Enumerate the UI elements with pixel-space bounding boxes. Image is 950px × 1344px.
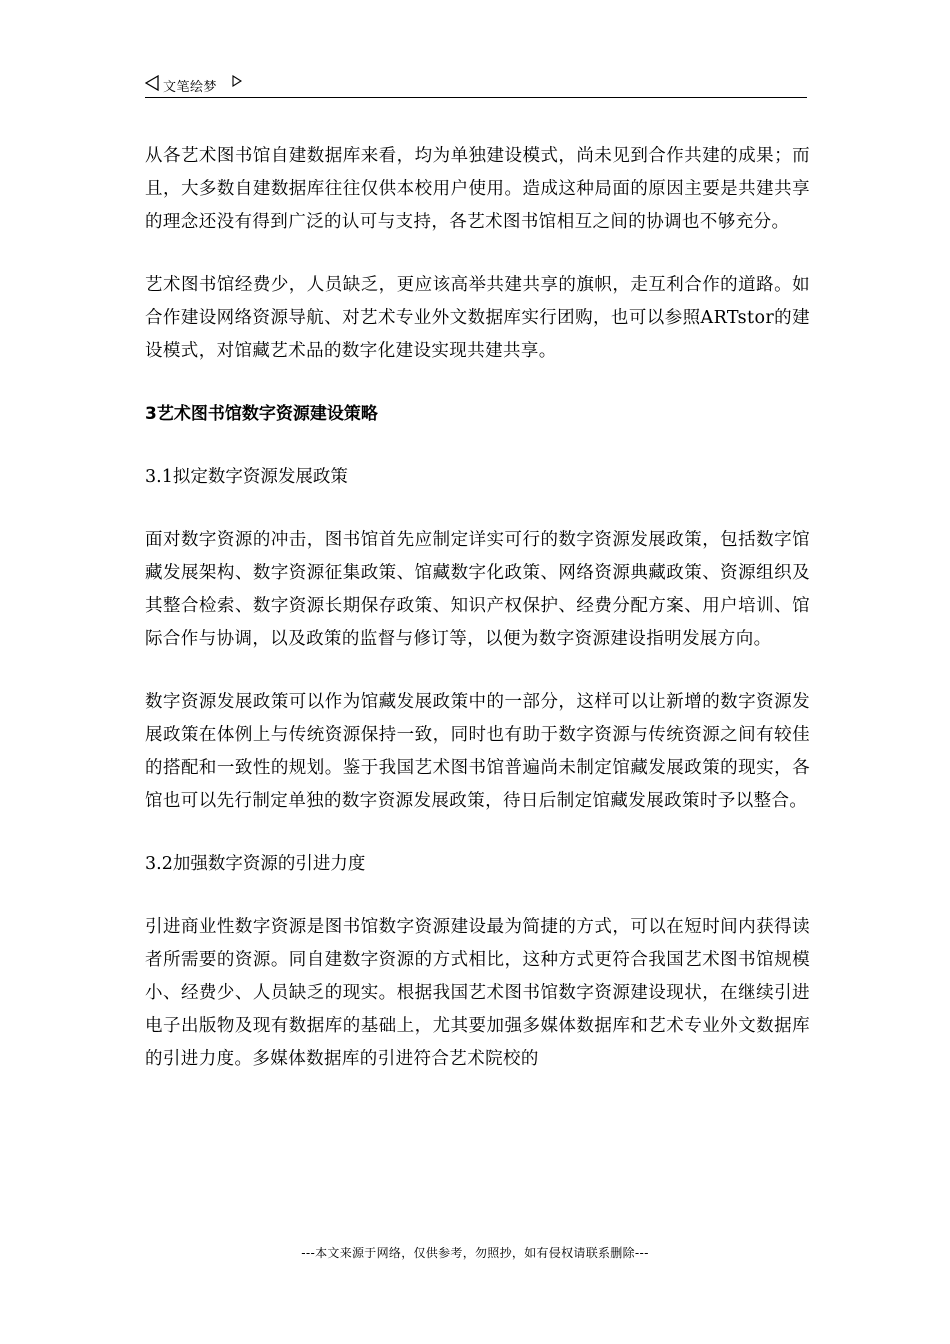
paragraph-2: 艺术图书馆经费少，人员缺乏，更应该高举共建共享的旗帜，走互利合作的道路。如合作建设网络资源导航、对艺术专业外文数据库实行团购，也可以参照ARTstor的建设模式，对馆藏艺术品的数字化建设实现共建共享。 <box>145 275 810 361</box>
paragraph-4: 数字资源发展政策可以作为馆藏发展政策中的一部分，这样可以让新增的数字资源发展政策在体例上与传统资源保持一致，同时也有助于数字资源与传统资源之间有较佳的搭配和一致性的规划。鉴于我国艺术图书馆普遍尚未制定馆藏发展政策的现实，各馆也可以先行制定单独的数字资源发展政策，待日后制定馆藏发展政策时予以整合。 <box>145 692 810 811</box>
paragraph-5: 引进商业性数字资源是图书馆数字资源建设最为简捷的方式，可以在短时间内获得读者所需要的资源。同自建数字资源的方式相比，这种方式更符合我国艺术图书馆规模小、经费少、人员缺乏的现实。根据我国艺术图书馆数字资源建设现状，在继续引进电子出版物及现有数据库的基础上，尤其要加强多媒体数据库和艺术专业外文数据库的引进力度。多媒体数据库的引进符合艺术院校的 <box>145 917 810 1069</box>
page-header <box>145 72 807 98</box>
document-body <box>145 140 810 1076</box>
header-brand: 文笔绘梦 <box>163 80 218 95</box>
paragraph-3: 面对数字资源的冲击，图书馆首先应制定详实可行的数字资源发展政策，包括数字馆藏发展架构、数字资源征集政策、馆藏数字化政策、网络资源典藏政策、资源组织及其整合检索、数字资源长期保存政策、知识产权保护、经费分配方案、用户培训、馆际合作与协调，以及政策的监督与修订等，以便为数字资源建设指明发展方向。 <box>145 530 810 649</box>
triangle-right-icon <box>232 75 242 91</box>
subsection-heading-3-1: 3.1拟定数字资源发展政策 <box>145 467 348 487</box>
subsection-heading-3-2: 3.2加强数字资源的引进力度 <box>145 854 366 874</box>
section-heading-3: 3艺术图书馆数字资源建设策略 <box>145 404 378 424</box>
paragraph-1: 从各艺术图书馆自建数据库来看，均为单独建设模式，尚未见到合作共建的成果；而且，大多数自建数据库往往仅供本校用户使用。造成这种局面的原因主要是共建共享的理念还没有得到广泛的认可与支持，各艺术图书馆相互之间的协调也不够充分。 <box>145 146 810 232</box>
footer-disclaimer: ---本文来源于网络，仅供参考，勿照抄，如有侵权请联系删除--- <box>301 1246 649 1260</box>
